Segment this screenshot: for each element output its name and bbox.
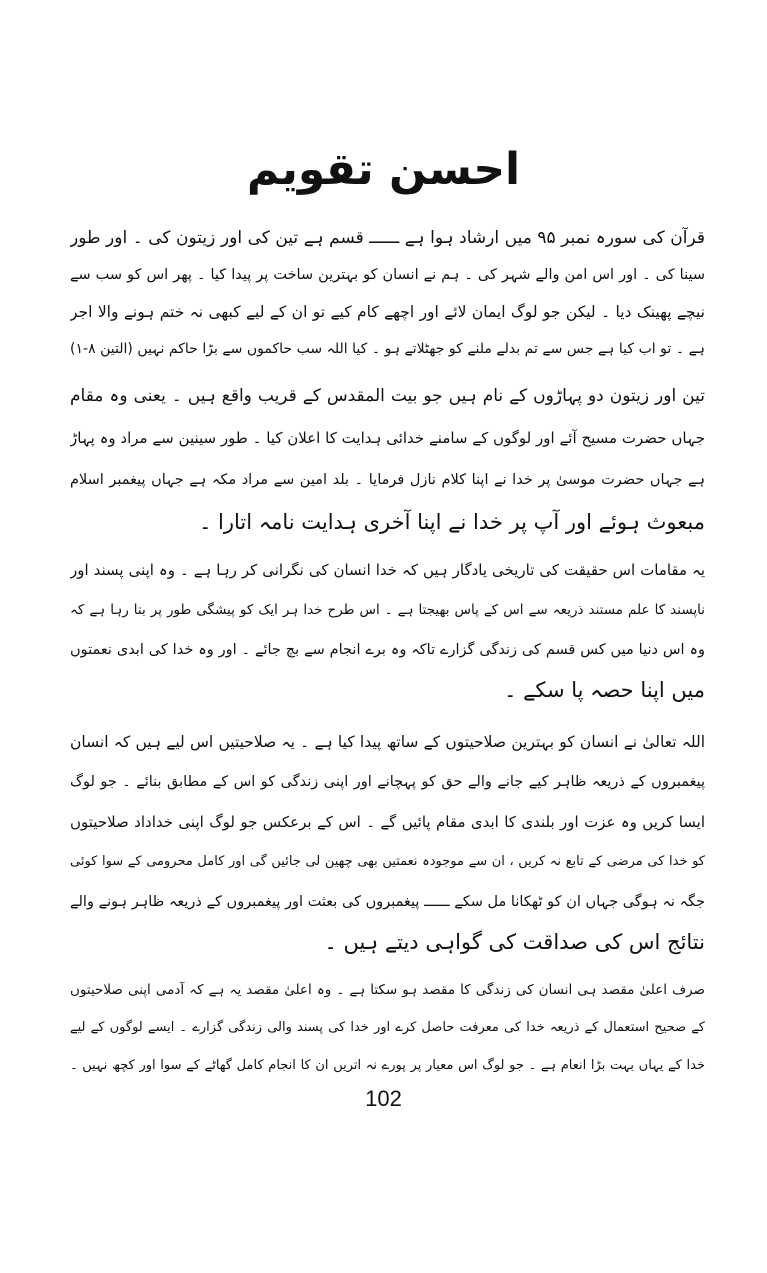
text-line: صرف اعلیٰ مقصد ہی انسان کی زندگی کا مقصد ہو سکتا ہے ۔ وہ اعلیٰ مقصد یہ ہے کہ آدمی اپنی صلاحیتوں (70, 982, 705, 998)
text-line: اللہ تعالیٰ نے انسان کو بہترین صلاحیتوں کے ساتھ پیدا کیا ہے ۔ یہ صلاحیتیں اس لیے ہیں کہ انسان (70, 733, 705, 751)
text-line: یہ مقامات اس حقیقت کی تاریخی یادگار ہیں کہ خدا انسان کی نگرانی کر رہا ہے ۔ وہ اپنی پسند اور (70, 561, 705, 579)
page-number: 102 (365, 1086, 402, 1111)
text-line: کے صحیح استعمال کے ذریعہ خدا کی معرفت حاصل کرے اور خدا کی پسند والی زندگی گزارے ۔ ایسے لوگوں کے لیے (70, 1020, 705, 1035)
text-line: مبعوث ہوئے اور آپ پر خدا نے اپنا آخری ہدایت نامہ اتارا ۔ (199, 510, 705, 534)
text-line: وہ اس دنیا میں کس قسم کی زندگی گزارے تاکہ وہ برے انجام سے بچ جائے ۔ اور وہ خدا کی ابدی نعمتوں (70, 642, 705, 658)
text-line: پیغمبروں کے ذریعہ ظاہر کیے جانے والے حق کو پہچانے اور اپنی زندگی کو اس کے مطابق بنائے ۔ جو لوگ (70, 774, 705, 790)
page-title: احسن تقویم (246, 144, 521, 195)
text-line: ہے جہاں حضرت موسیٰ پر خدا نے اپنا کلام نازل فرمایا ۔ بلد امین سے مراد مکہ ہے جہاں پیغمبر اسلام (70, 472, 705, 488)
text-line: سینا کی ۔ اور اس امن والے شہر کی ۔ ہم نے انسان کو بہترین ساخت پر پیدا کیا ۔ پھر اس کو سب سے (70, 267, 705, 283)
text-line: میں اپنا حصہ پا سکے ۔ (504, 678, 705, 702)
text-line: ناپسند کا علم مستند ذریعہ سے اس کے پاس بھیجتا ہے ۔ اس طرح خدا ہر ایک کو پیشگی طور پر بتا رہا ہے کہ (70, 602, 705, 618)
text-line: ایسا کریں وہ عزت اور بلندی کا ابدی مقام پائیں گے ۔ اس کے برعکس جو لوگ اپنی خداداد صلاحیتوں (70, 813, 705, 831)
text-line: جگہ نہ ہوگی جہاں ان کو ٹھکانا مل سکے ــــــ پیغمبروں کی بعثت اور پیغمبروں کے ذریعہ ظاہر ہونے والے (70, 894, 705, 910)
text-line: ہے ۔ تو اب کیا ہے جس سے تم بدلے ملنے کو جھٹلاتے ہو ۔ کیا اللہ سب حاکموں سے بڑا حاکم نہیں (التین ۸-۱) (70, 341, 705, 357)
text-line: نتائج اس کی صداقت کی گواہی دیتے ہیں ۔ (324, 930, 705, 954)
text-line: کو خدا کی مرضی کے تابع نہ کریں ، ان سے موجودہ نعمتیں بھی چھین لی جائیں گی اور کامل محرومی کے سوا کوئی (70, 854, 705, 869)
text-line: نیچے پھینک دیا ۔ لیکن جو لوگ ایمان لائے اور اچھے کام کیے تو ان کے لیے کبھی نہ ختم ہونے والا اجر (70, 303, 705, 321)
text-line: قرآن کی سورہ نمبر ۹۵ میں ارشاد ہوا ہے ــــــ قسم ہے تین کی اور زیتون کی ۔ اور طور (70, 228, 705, 248)
text-line: تین اور زیتون دو پہاڑوں کے نام ہیں جو بیت المقدس کے قریب واقع ہیں ۔ یعنی وہ مقام (70, 386, 705, 406)
text-line: جہاں حضرت مسیح آئے اور لوگوں کے سامنے خدائی ہدایت کا اعلان کیا ۔ طور سینین سے مراد وہ پہاڑ (70, 429, 705, 447)
text-line: خدا کے یہاں بہت بڑا انعام ہے ۔ جو لوگ اس معیار پر پورے نہ اتریں ان کا انجام کامل گھاٹے کے سوا اور کچھ نہیں ۔ (70, 1058, 705, 1073)
